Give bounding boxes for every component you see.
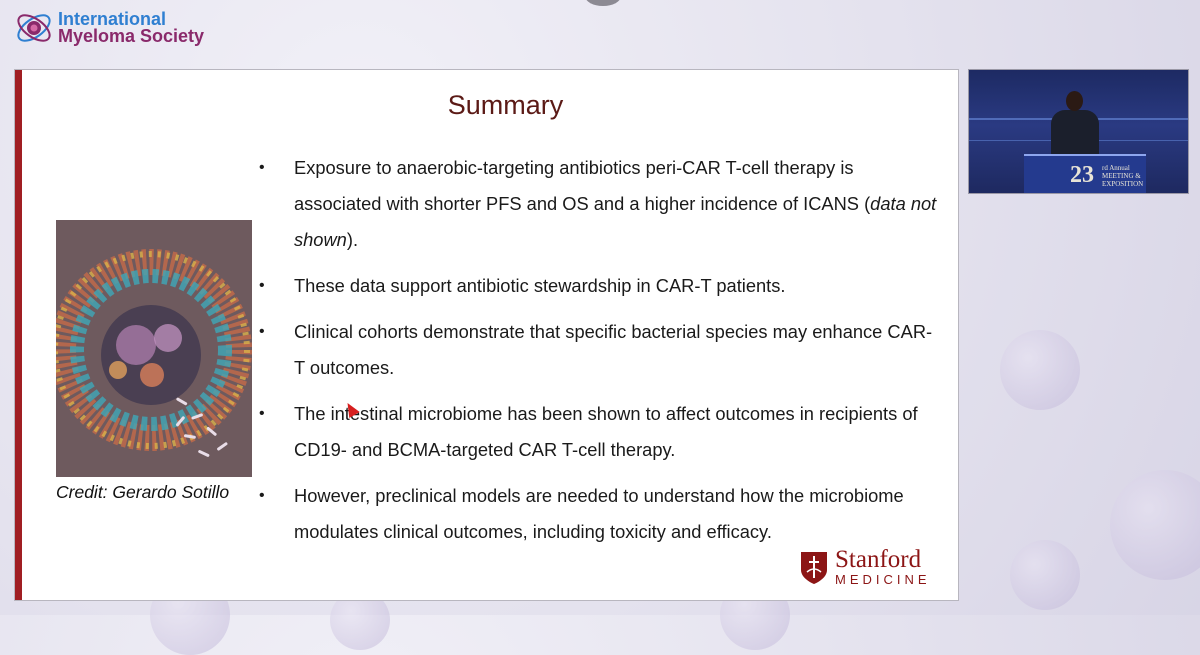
ims-logo (12, 6, 204, 50)
logo-line-2: Myeloma Society (58, 26, 205, 46)
bullet-marker: • (259, 159, 265, 176)
bullet-tail-text: ). (346, 229, 359, 250)
stanford-medicine-label: MEDICINE (835, 572, 931, 587)
slide-title (15, 90, 960, 121)
video-control-notch[interactable] (585, 0, 621, 6)
logo-line-1: International (58, 9, 167, 29)
bullet-item (257, 150, 937, 258)
speaker-video-feed[interactable] (968, 69, 1189, 194)
background-bubble (1000, 330, 1080, 410)
podium-line: rd Annual (1102, 164, 1130, 172)
bullet-marker: • (259, 277, 265, 294)
podium-line: EXPOSITION (1102, 180, 1144, 188)
bullet-item (257, 314, 937, 386)
bullet-item (257, 478, 937, 550)
podium-number: 23 (1070, 162, 1094, 188)
microbiome-art-image (56, 220, 252, 477)
slide-accent-bar (15, 70, 22, 600)
bullet-text: However, preclinical models are needed to understand how the microbiome modulates clinical outcomes, including toxicity and efficacy. (294, 485, 904, 542)
presentation-slide (14, 69, 959, 601)
background-bubble (1110, 470, 1200, 580)
bullet-text: The intestinal microbiome has been shown to affect outcomes in recipients of CD19- and BCMA-targeted CAR T-cell therapy. (294, 403, 918, 460)
bullet-text: These data support antibiotic stewardship in CAR-T patients. (294, 275, 786, 296)
background-bubble (1010, 540, 1080, 610)
ims-orbit-logo-icon (12, 6, 56, 50)
speaker-figure-head (1066, 91, 1083, 111)
podium-line: MEETING & (1102, 172, 1141, 180)
bullet-marker: • (259, 323, 265, 340)
microbiome-illustration (56, 220, 252, 477)
stanford-name: Stanford (835, 546, 922, 573)
bullet-text: Clinical cohorts demonstrate that specific bacterial species may enhance CAR-T outcomes. (294, 321, 933, 378)
stanford-medicine-logo (799, 548, 931, 588)
bullet-item (257, 396, 937, 468)
speaker-figure-body (1051, 110, 1099, 155)
summary-bullet-list (257, 150, 937, 560)
bullet-text: Exposure to anaerobic-targeting antibiotics peri-CAR T-cell therapy is associated with shorter PFS and OS and a higher incidence of ICANS ( (294, 157, 871, 214)
bullet-marker: • (259, 405, 265, 422)
podium (1024, 154, 1146, 194)
bullet-italic-text: data not shown (294, 193, 937, 250)
image-credit: Credit: Gerardo Sotillo (56, 482, 230, 502)
slide-title-text: Summary (447, 90, 564, 120)
bullet-item (257, 268, 937, 304)
bullet-marker: • (259, 487, 265, 504)
stanford-shield-icon (799, 550, 829, 586)
